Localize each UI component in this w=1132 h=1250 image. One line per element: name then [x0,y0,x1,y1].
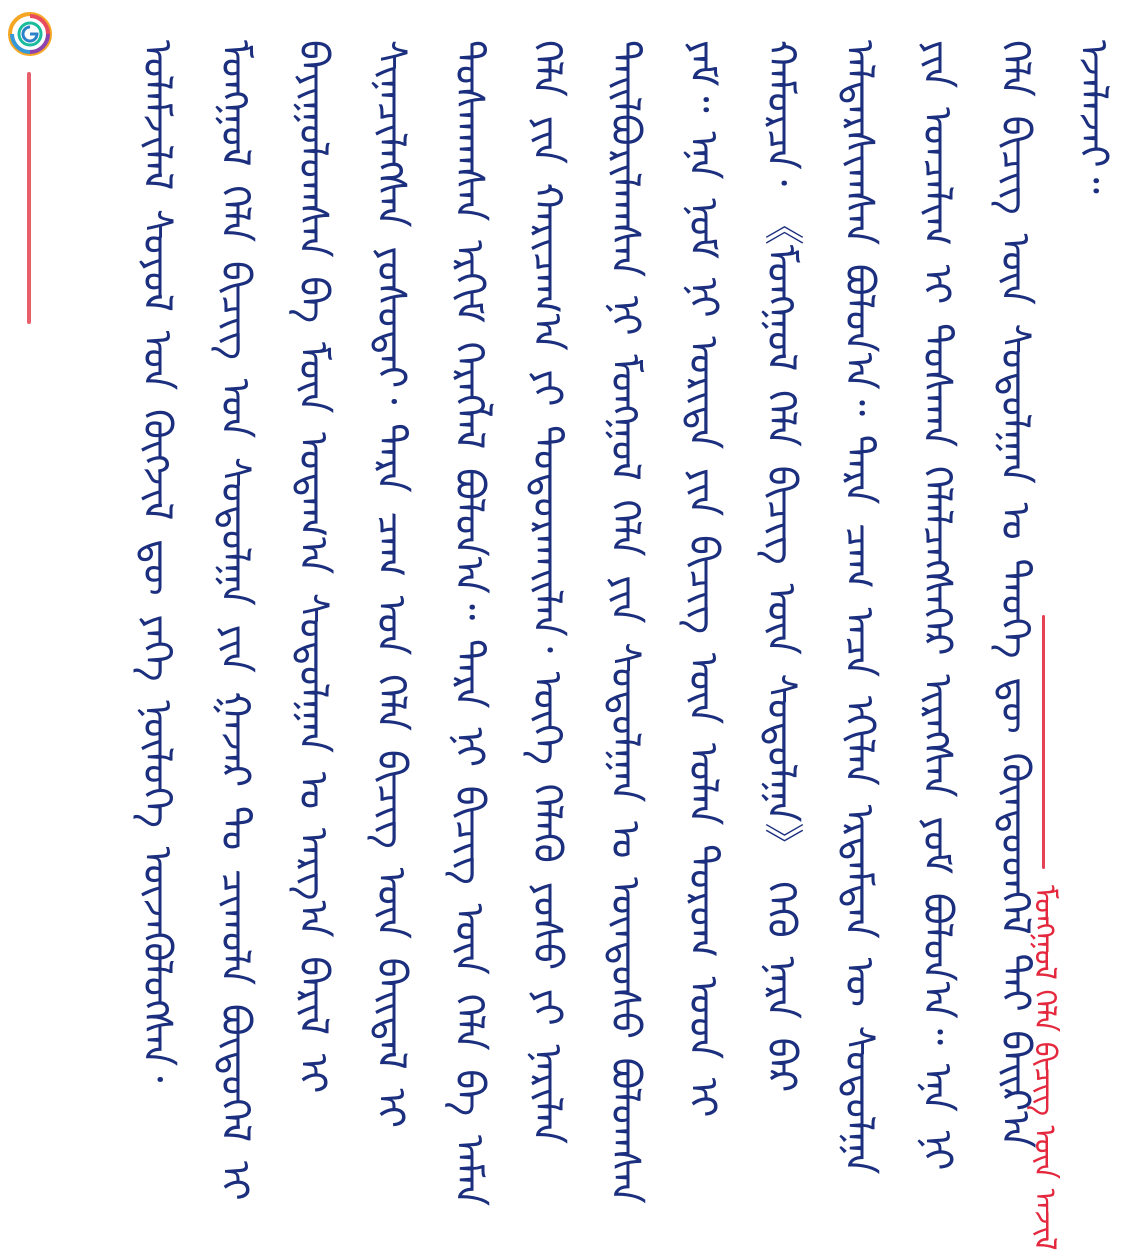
page-title: ᠮᠣᠩᠭᠣᠯ ᠬᠡᠯᠡ ᠪᠢᠴᠢᠭ ᠦᠨ ᠠᠵᠢᠯ [1027,885,1062,1250]
left-decorative-line [27,72,31,324]
article-body: ᠤᠯᠠᠮᠵᠢᠯᠠᠯ ᠰᠤᠶᠤᠯ ᠤᠨ ᠬᠥᠭᠵᠢᠯ ᠳᠦ ᠶᠡᠬᠡ ᠨᠥᠯᠦᠭᠡ ᠦᠵᠡᠭᠦᠯᠦᠭᠰᠡᠨ᠂ ᠮᠣᠩᠭᠣᠯ ᠬᠡᠯᠡ ᠪᠢᠴᠢᠭ ᠤᠨ ᠰᠤᠳᠤᠯᠭᠠ ᠶᠢᠨ ᠭᠠᠵᠠᠷ ᠲᠤ ᠴᠢᠬᠤᠯᠠ ᠪᠦᠲᠦᠭᠡᠯ ᠢ ᠪᠠᠶᠢᠭᠤᠯᠤᠭᠰᠠᠨ ᠪᠠ ᠮᠥᠨ ᠤᠳᠠᠭ᠎ᠠ ᠰᠤᠳᠤᠯᠭᠠᠨ ᠤ ᠠᠷᠭ᠎ᠠ ᠪᠠᠷᠢᠯ ᠢ ᠰᠢᠨᠡᠴᠢᠯᠡᠭᠰᠡᠨ ᠶᠣᠰᠣᠲᠠᠢ᠂ ᠲᠡᠷᠡ ᠴᠠᠭ ᠤᠨ ᠬᠡᠯᠡ ᠪᠢᠴᠢᠭ ᠦᠨ ᠪᠠᠢᠳᠠᠯ ᠢ ᠲᠤᠰᠬᠠᠭᠰᠠᠨ ᠡᠷᠬᠢᠮ ᠬᠡᠷᠡᠭᠯᠡᠯ ᠪᠣᠯᠤᠨ᠎ᠠ᠃ ᠲᠡᠷᠡ ᠨᠢ ᠪᠢᠴᠢᠭ ᠦᠨ ᠬᠡᠯᠡ ᠪᠠ ᠠᠮᠠᠨ ᠬᠡᠯᠡ ᠶᠢᠨ ᠬᠠᠷᠢᠴᠠᠭ᠎ᠠ ᠶᠢ ᠲᠣᠳᠤᠷᠬᠠᠢᠯᠠᠨ᠂ ᠦᠭᠡ ᠬᠡᠯᠡᠬᠦ ᠶᠤᠰᠤ ᠶᠢ ᠨᠠᠷᠢᠯᠠᠨ ᠲᠠᠢᠯᠪᠤᠷᠢᠯᠠᠭᠰᠠᠨ ᠨᠢ ᠮᠣᠩᠭᠣᠯ ᠬᠡᠯᠡ ᠶᠢᠨ ᠰᠤᠳᠤᠯᠭᠠᠨ ᠤ ᠦᠨᠳᠦᠰᠦ ᠪᠣᠯᠤᠭᠰᠠᠨ ᠶᠠᠮ᠃ ᠡᠨᠡ ᠨᠣᠮ ᠨᠢ ᠤᠷᠢᠳᠠ ᠶᠢᠨ ᠪᠢᠴᠢᠭ ᠦᠨ ᠣᠯᠠᠨ ᠳᠣᠷᠤᠭ ᠤᠳ ᠢ ᠬᠠᠮᠤᠷᠴᠠ᠂ 《ᠮᠣᠩᠭᠣᠯ ᠬᠡᠯᠡ ᠪᠢᠴᠢᠭ ᠦᠨ ᠰᠤᠳᠤᠯᠭᠠ》 ᠭᠡᠬᠦ ᠨᠡᠷᠡ ᠪᠡᠷ ᠠᠯᠳᠠᠷᠰᠢᠭᠰᠠᠨ ᠪᠣᠯᠤᠨ᠎ᠠ᠃ ᠲᠡᠷᠡ ᠴᠠᠭ ᠠᠴᠠ ᠡᠬᠢᠯᠡᠨ ᠡᠷᠳᠡᠮᠲᠡᠨ ᠦ ᠰᠤᠳᠤᠯᠭᠠ ᠶᠢᠨ ᠣᠨᠴᠠᠯᠢᠭ ᠢ ᠲᠤᠰᠬᠠᠨ ᠬᠡᠯᠡᠯᠴᠡᠭᠰᠡᠭᠡᠷ ᠢᠷᠡᠭᠰᠡᠨ ᠶᠤᠮ ᠪᠣᠯᠤᠨ᠎ᠠ᠃ ᠡᠨᠡ ᠨᠢ ᠬᠡᠯᠡ ᠪᠢᠴᠢᠭ ᠦᠨ ᠰᠤᠳᠤᠯᠭᠠᠨ ᠤ ᠲᠡᠦᠬᠡ ᠳᠦ ᠬᠦᠨᠳᠦᠳᠬᠡᠯ ᠲᠠᠢ ᠪᠠᠢᠷ᠎ᠠ ᠡᠵᠡᠯᠡᠵᠡᠢ᠃ [134,40,1116,1207]
swirl-logo-icon [8,12,52,56]
